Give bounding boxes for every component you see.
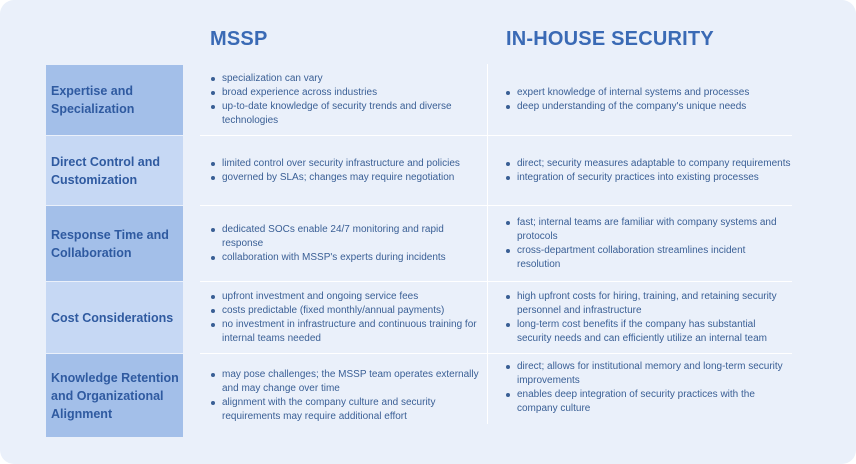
list-item: broad experience across industries	[208, 86, 486, 100]
list-item: collaboration with MSSP's experts during incidents	[208, 251, 486, 265]
mssp-cell-response	[208, 206, 486, 281]
list-item: upfront investment and ongoing service fees	[208, 290, 486, 304]
mssp-cell-cost	[208, 282, 486, 353]
row-label-expertise: Expertise and Specialization	[46, 65, 183, 135]
list-item: deep understanding of the company's unique needs	[503, 100, 749, 114]
list-item: costs predictable (fixed monthly/annual payments)	[208, 304, 486, 318]
mssp-cell-knowledge	[208, 354, 486, 437]
list-item: direct; security measures adaptable to company requirements	[503, 157, 790, 171]
list-item: fast; internal teams are familiar with company systems and protocols	[503, 216, 791, 244]
list-item: expert knowledge of internal systems and processes	[503, 86, 749, 100]
list-item: long-term cost benefits if the company has substantial security needs and can efficiently utilize an internal team	[503, 318, 791, 346]
list-item: governed by SLAs; changes may require negotiation	[208, 171, 460, 185]
row-label-knowledge: Knowledge Retention and Organizational Alignment	[46, 354, 183, 437]
row-label-response: Response Time and Collaboration	[46, 206, 183, 281]
list-item: may pose challenges; the MSSP team operates externally and may change over time	[208, 368, 486, 396]
list-item: specialization can vary	[208, 72, 486, 86]
mssp-cell-control	[208, 136, 486, 205]
list-item: high upfront costs for hiring, training, and retaining security personnel and infrastructure	[503, 290, 791, 318]
inhouse-cell-expertise	[503, 65, 791, 135]
column-header-mssp: MSSP	[210, 28, 268, 50]
row-label-cost: Cost Considerations	[46, 282, 183, 353]
list-item: no investment in infrastructure and continuous training for internal teams needed	[208, 318, 486, 346]
list-item: direct; allows for institutional memory and long-term security improvements	[503, 360, 791, 388]
list-item: limited control over security infrastructure and policies	[208, 157, 460, 171]
inhouse-cell-control	[503, 136, 791, 205]
row-label-control: Direct Control and Customization	[46, 136, 183, 205]
column-header-inhouse: IN-HOUSE SECURITY	[506, 28, 714, 50]
list-item: dedicated SOCs enable 24/7 monitoring and rapid response	[208, 223, 486, 251]
inhouse-cell-cost	[503, 282, 791, 353]
list-item: up-to-date knowledge of security trends and diverse technologies	[208, 100, 486, 128]
inhouse-cell-response	[503, 206, 791, 281]
list-item: cross-department collaboration streamlines incident resolution	[503, 244, 791, 272]
column-divider	[487, 64, 488, 424]
mssp-cell-expertise	[208, 65, 486, 135]
list-item: enables deep integration of security practices with the company culture	[503, 388, 791, 416]
list-item: alignment with the company culture and security requirements may require additional effort	[208, 396, 486, 424]
inhouse-cell-knowledge	[503, 354, 791, 422]
list-item: integration of security practices into existing processes	[503, 171, 790, 185]
